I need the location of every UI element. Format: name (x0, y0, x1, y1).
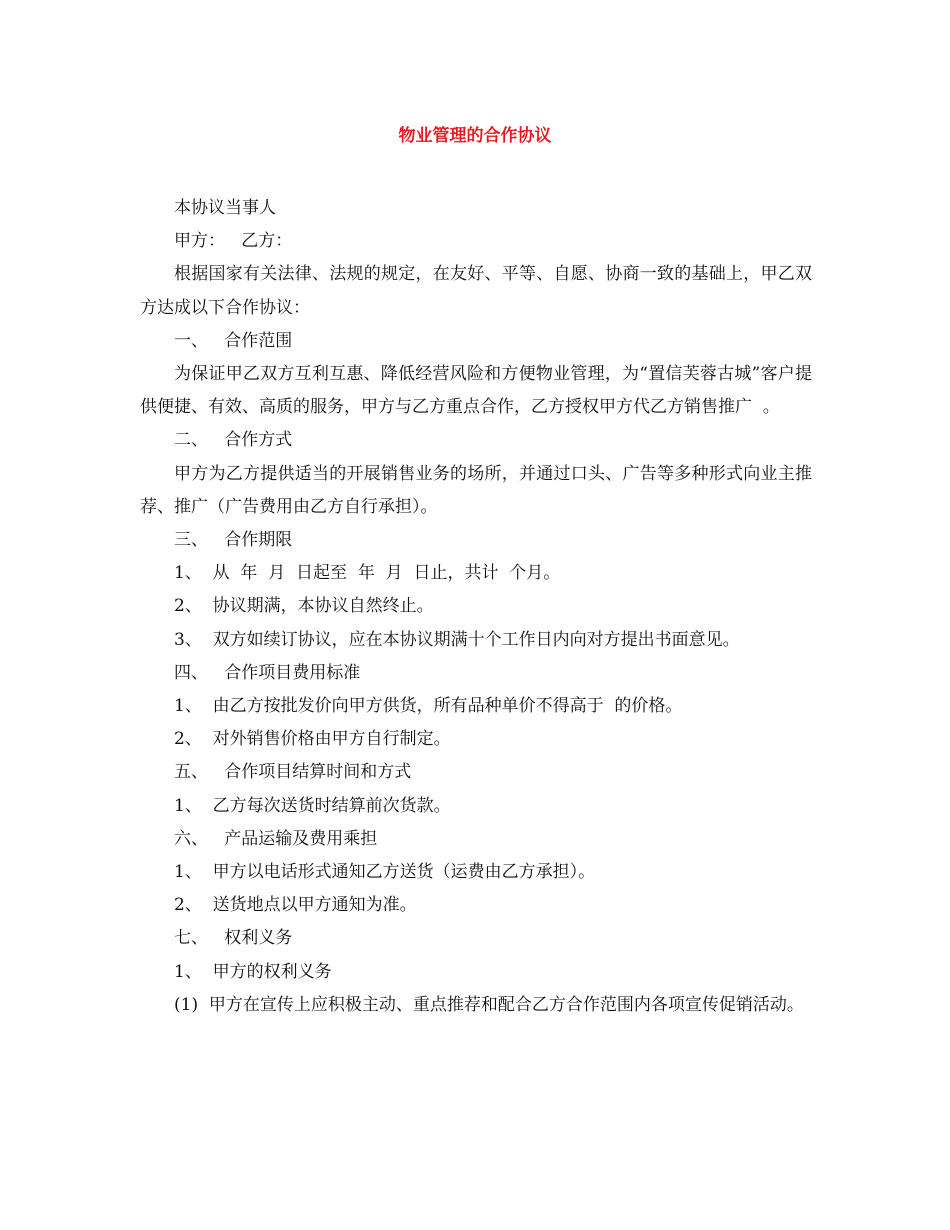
paragraph-method: 甲方为乙方提供适当的开展销售业务的场所，并通过口头、广告等多种形式向业主推荐、推广（广告费用由乙方自行承担）。 (140, 463, 812, 517)
clause-transport-2: 2、 送货地点以甲方通知为准。 (174, 895, 417, 916)
document-body (140, 192, 812, 1022)
clause-fees-2: 2、 对外销售价格由甲方自行制定。 (174, 729, 451, 750)
paragraph-parties: 甲方： 乙方： (174, 231, 293, 252)
clause-rights-1: 1、 甲方的权利义务 (174, 961, 332, 982)
clause-fees-1: 1、 由乙方按批发价向甲方供货，所有品种单价不得高于 的价格。 (174, 696, 683, 717)
clause-term-1: 1、 从 年 月 日起至 年 月 日止，共计 个月。 (174, 563, 561, 584)
clause-rights-1-1: (1) 甲方在宣传上应积极主动、重点推荐和配合乙方合作范围内各项宣传促销活动。 (174, 994, 804, 1015)
section-heading-fees: 四、 合作项目费用标准 (174, 662, 361, 683)
section-heading-rights: 七、 权利义务 (174, 928, 293, 949)
section-heading-term: 三、 合作期限 (174, 530, 293, 551)
paragraph-preamble: 根据国家有关法律、法规的规定，在友好、平等、自愿、协商一致的基础上，甲乙双方达成以下合作协议： (140, 264, 812, 318)
paragraph-scope: 为保证甲乙双方互利互惠、降低经营风险和方便物业管理，为“置信芙蓉古城”客户提供便捷、有效、高质的服务，甲方与乙方重点合作，乙方授权甲方代乙方销售推广 。 (140, 364, 812, 418)
clause-transport-1: 1、 甲方以电话形式通知乙方送货（运费由乙方承担）。 (174, 862, 596, 883)
clause-term-3: 3、 双方如续订协议，应在本协议期满十个工作日内向对方提出书面意见。 (174, 629, 740, 650)
clause-settlement-1: 1、 乙方每次送货时结算前次货款。 (174, 795, 451, 816)
section-heading-transport: 六、 产品运输及费用乘担 (174, 828, 378, 849)
document-title: 物业管理的合作协议 (398, 126, 552, 146)
paragraph-parties-heading: 本协议当事人 (174, 198, 276, 218)
section-heading-method: 二、 合作方式 (174, 430, 293, 451)
section-heading-settlement: 五、 合作项目结算时间和方式 (174, 762, 412, 783)
section-heading-scope: 一、 合作范围 (174, 330, 293, 351)
clause-term-2: 2、 协议期满，本协议自然终止。 (174, 596, 434, 617)
